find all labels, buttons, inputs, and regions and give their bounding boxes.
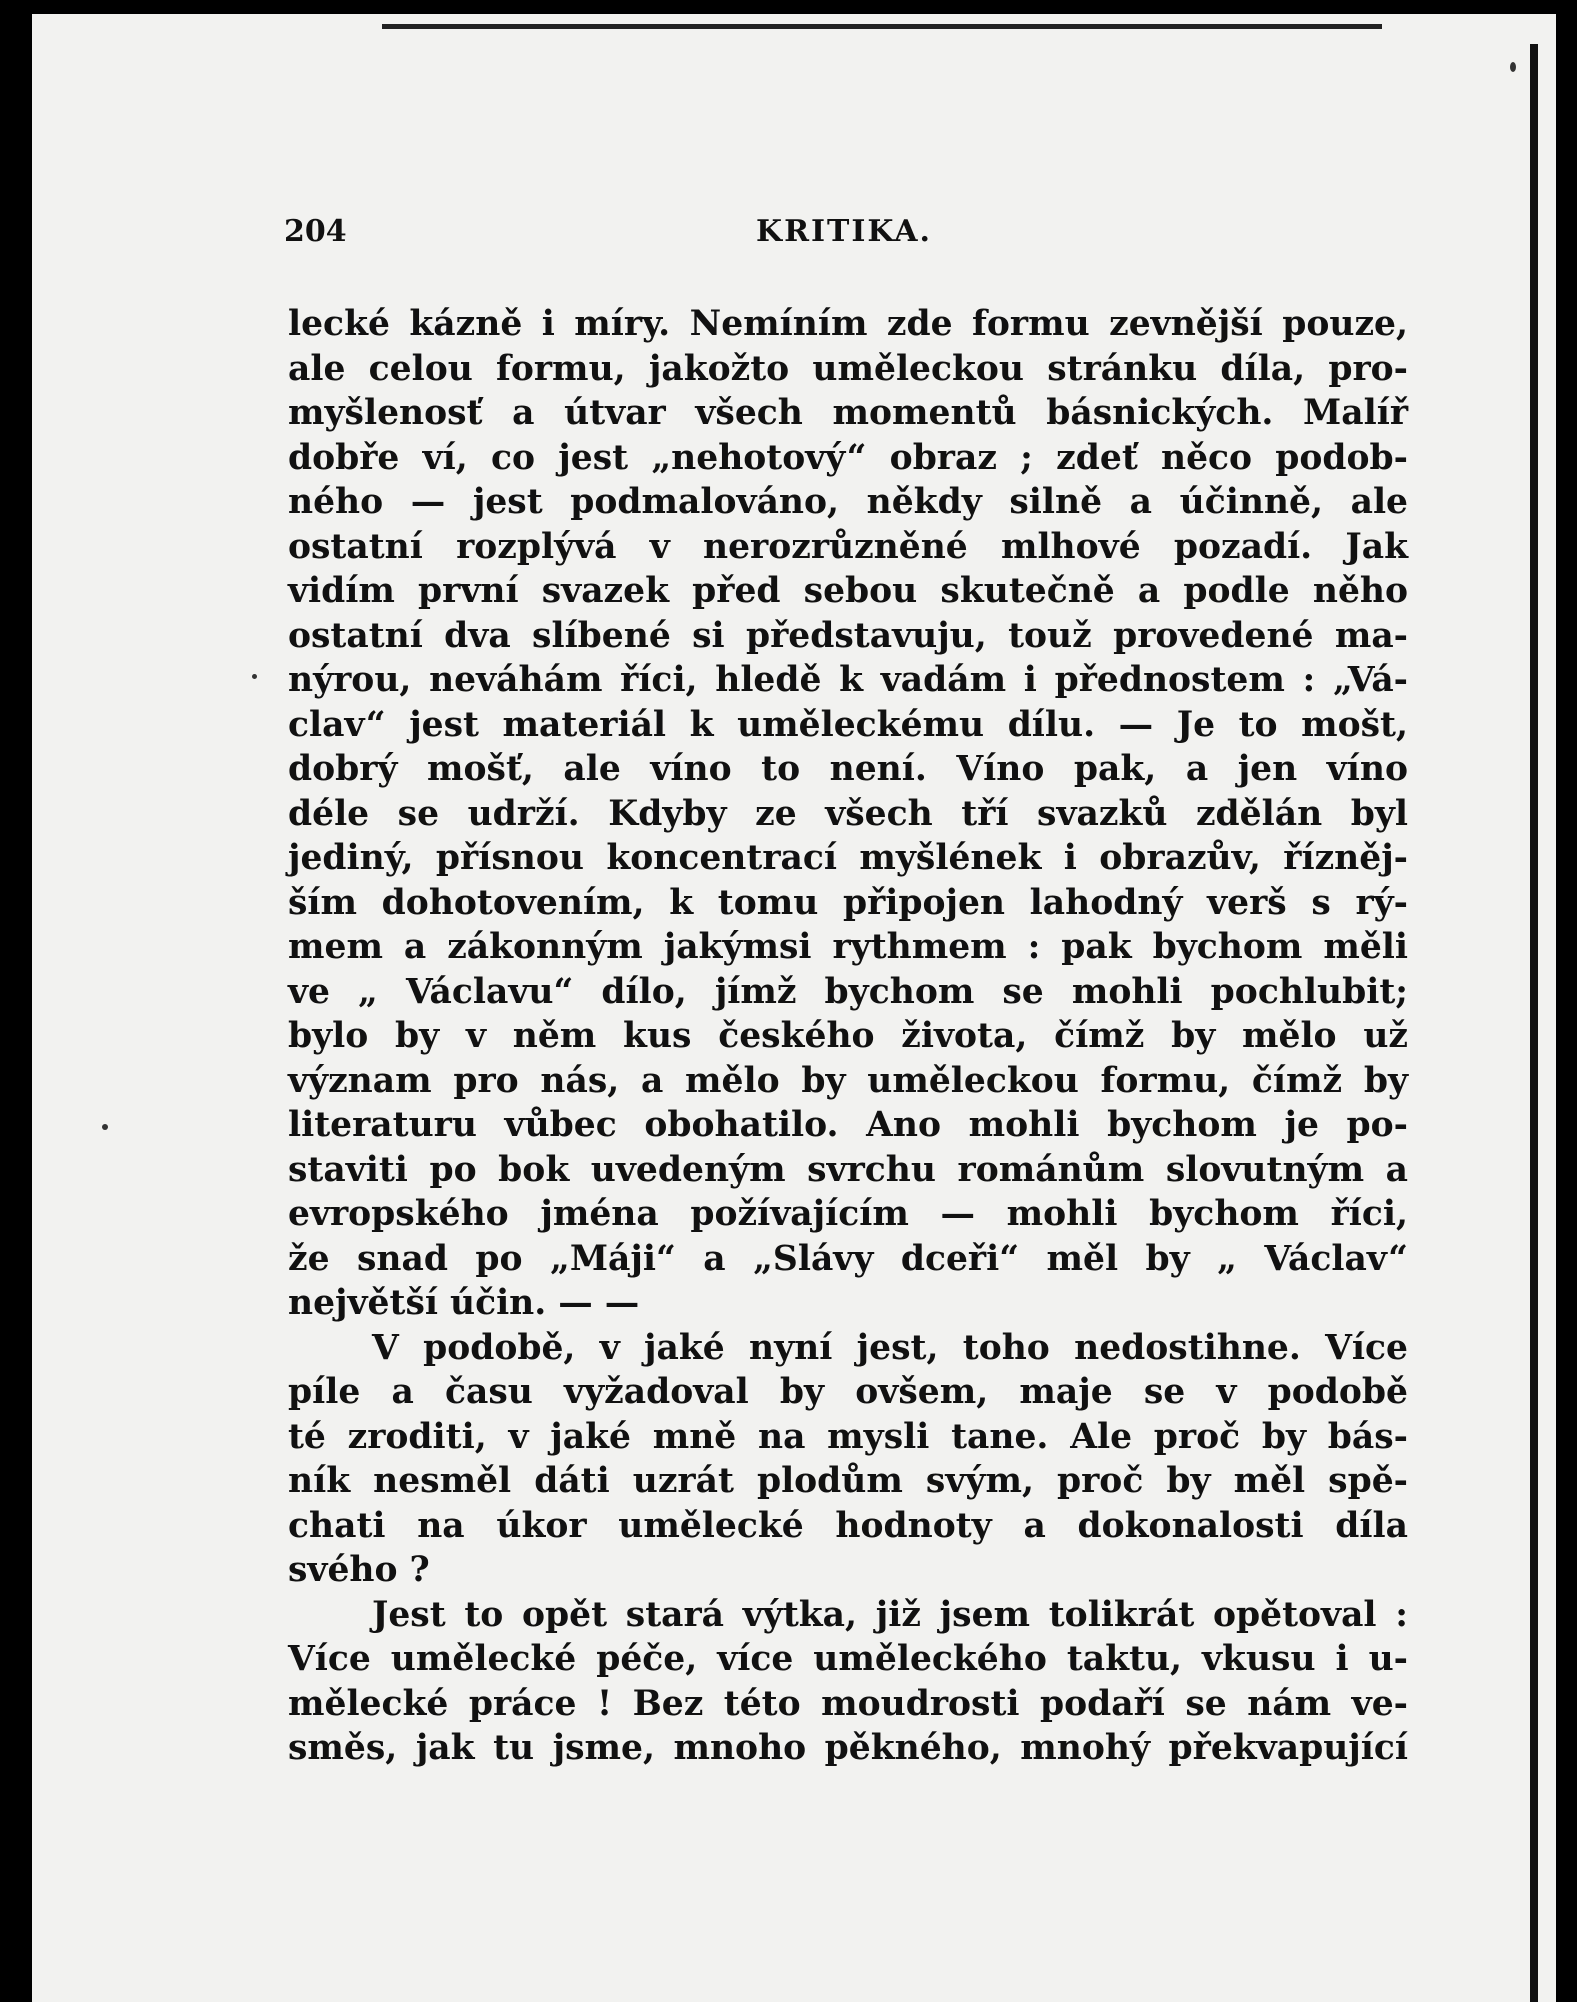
page-number: 204 — [284, 214, 347, 249]
speck — [252, 674, 257, 679]
text-line: clav“ jest materiál k uměleckému dílu. — Je to mošt, — [288, 704, 1408, 745]
text-line: ostatní rozplývá v nerozrůzněné mlhové pozadí. Jak — [288, 526, 1408, 567]
text-line: lecké kázně i míry. Nemíním zde formu zevnější pouze, — [288, 304, 1408, 344]
text-line: že snad po „Máji“ a „Slávy dceři“ měl by „ Václav“ — [288, 1238, 1408, 1279]
text-line: ale celou formu, jakožto uměleckou stránku díla, pro- — [288, 348, 1408, 389]
text-line: píle a času vyžadoval by ovšem, maje se v podobě — [288, 1372, 1408, 1412]
text-line: Jest to opět stará výtka, již jsem tolikrát opětoval : — [372, 1594, 1408, 1635]
book-page — [32, 14, 1556, 2002]
text-line: dobře ví, co jest „nehotový“ obraz ; zdeť něco podob- — [288, 437, 1408, 478]
text-line: svého ? — [288, 1550, 430, 1590]
text-line: mělecké práce ! Bez této moudrosti podaří se nám ve- — [288, 1683, 1408, 1724]
text-line: déle se udrží. Kdyby ze všech tří svazků zdělán byl — [288, 793, 1408, 834]
text-line: největší účin. — — — [288, 1283, 640, 1323]
text-line: evropského jména požívajícím — mohli bychom říci, — [288, 1194, 1408, 1234]
text-line: ného — jest podmalováno, někdy silně a účinně, ale — [288, 482, 1408, 522]
text-line: ším dohotovením, k tomu připojen lahodný verš s rý- — [288, 882, 1408, 923]
text-line: staviti po bok uvedeným svrchu románům slovutným a — [288, 1149, 1408, 1190]
text-line: Více umělecké péče, více uměleckého taktu, vkusu i u- — [288, 1639, 1408, 1679]
text-line: myšlenosť a útvar všech momentů básnických. Malíř — [288, 393, 1408, 433]
text-line: bylo by v něm kus českého života, čímž by mělo už — [288, 1016, 1408, 1056]
text-line: V podobě, v jaké nyní jest, toho nedostihne. Více — [372, 1327, 1408, 1368]
text-line: té zroditi, v jaké mně na mysli tane. Ale proč by bás- — [288, 1416, 1408, 1457]
text-line: literaturu vůbec obohatilo. Ano mohli bychom je po- — [288, 1105, 1408, 1145]
running-head: KRITIKA. — [756, 214, 932, 249]
text-line: ostatní dva slíbené si představuju, touž provedené ma- — [288, 615, 1408, 656]
right-page-edge — [1530, 44, 1538, 2002]
text-line: ve „ Václavu“ dílo, jímž bychom se mohli pochlubit; — [288, 971, 1408, 1012]
text-line: ník nesměl dáti uzrát plodům svým, proč by měl spě- — [288, 1461, 1408, 1501]
text-line: chati na úkor umělecké hodnoty a dokonalosti díla — [288, 1505, 1408, 1546]
speck — [1510, 62, 1516, 72]
text-line: směs, jak tu jsme, mnoho pěkného, mnohý překvapující — [288, 1728, 1408, 1768]
text-line: dobrý mošť, ale víno to není. Víno pak, a jen víno — [288, 749, 1408, 789]
body-text — [288, 302, 1408, 1771]
text-line: nýrou, neváhám říci, hledě k vadám i přednostem : „Vá- — [288, 660, 1408, 700]
text-line: vidím první svazek před sebou skutečně a podle něho — [288, 571, 1408, 611]
top-edge-rule — [382, 24, 1382, 29]
text-line: význam pro nás, a mělo by uměleckou formu, čímž by — [288, 1060, 1408, 1101]
text-line: mem a zákonným jakýmsi rythmem : pak bychom měli — [288, 927, 1408, 967]
page-header — [284, 214, 1404, 254]
speck — [102, 1124, 108, 1130]
text-line: jediný, přísnou koncentrací myšlének i obrazův, řízněj- — [288, 838, 1408, 878]
